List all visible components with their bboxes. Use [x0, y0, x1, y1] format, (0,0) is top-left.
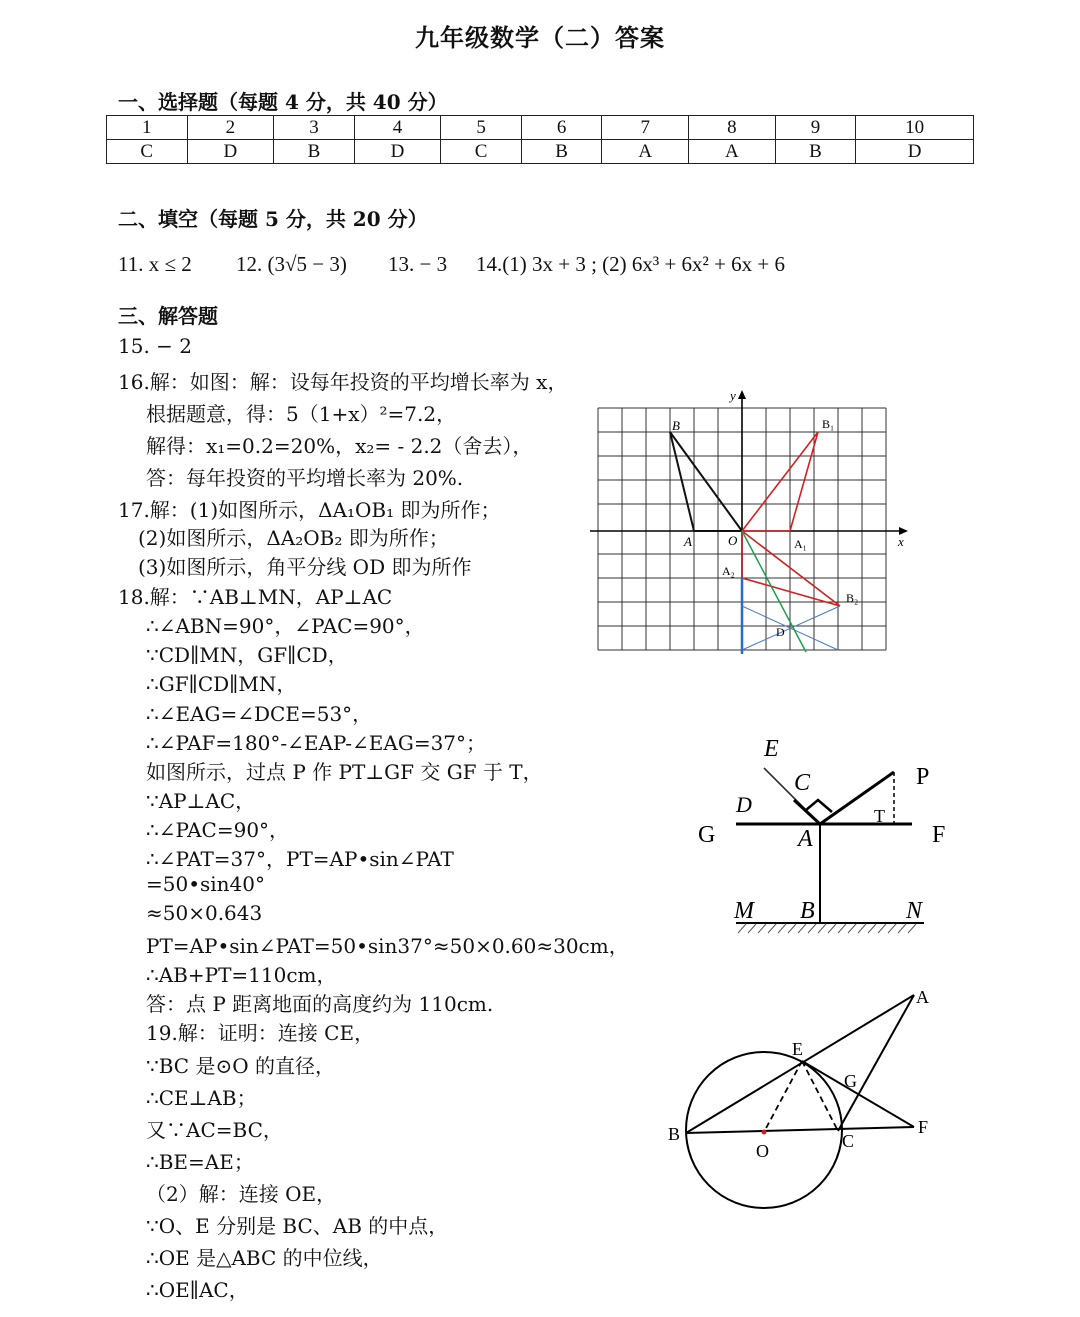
table-cell: 7: [602, 116, 689, 140]
table-cell: 5: [441, 116, 522, 140]
label-a2: A₂: [722, 564, 735, 578]
table-cell: D: [354, 140, 441, 164]
table-cell: 3: [274, 116, 355, 140]
label-c: C: [842, 1131, 855, 1151]
label-e: E: [792, 1039, 803, 1059]
label-b: B: [672, 418, 680, 433]
coordinate-grid-figure: [588, 388, 918, 658]
answer-line: ∴CE⊥AB；: [146, 1086, 257, 1110]
table-cell: 8: [689, 116, 776, 140]
label-b: B: [800, 898, 815, 924]
answer-line: ∴∠EAG=∠DCE=53°，: [146, 702, 373, 726]
label-o: O: [756, 1141, 769, 1161]
table-cell: 6: [521, 116, 602, 140]
label-c: C: [794, 770, 811, 796]
answer-line: ∴AB+PT=110cm，: [146, 963, 337, 987]
answer-line: ∴BE=AE；: [146, 1150, 254, 1174]
answer-line: 又∵AC=BC，: [146, 1118, 283, 1142]
y-axis-arrow-icon: [738, 390, 746, 399]
answer-line: ≈50×0.643: [146, 901, 263, 925]
label-d: D: [776, 625, 785, 639]
answer-line: ∵BC 是⊙O 的直径，: [146, 1054, 335, 1078]
label-e: E: [764, 736, 779, 762]
answer-line: 答：点 P 距离地面的高度约为 110cm.: [146, 992, 494, 1016]
table-cell: 9: [775, 116, 856, 140]
label-d: D: [736, 792, 752, 817]
answer-line: 答：每年投资的平均增长率为 20%.: [146, 466, 464, 490]
segment-ca: [838, 995, 914, 1131]
page-title: 九年级数学（二）答案: [415, 23, 665, 52]
geometry-figure-circle: [662, 985, 952, 1215]
center-point-o: [762, 1130, 767, 1135]
answer-line: ∴OE∥AC，: [146, 1278, 249, 1302]
table-cell: A: [689, 140, 776, 164]
label-a: A: [684, 534, 692, 549]
table-row-numbers: [107, 116, 974, 140]
table-cell: 10: [856, 116, 974, 140]
table-row-answers: [107, 140, 974, 164]
label-g: G: [698, 822, 716, 848]
label-g: G: [844, 1071, 857, 1091]
label-b2: B₂: [846, 591, 859, 605]
answer-line: ∴∠PAT=37°，PT=AP•sin∠PAT: [146, 847, 454, 871]
answer-line: 16.解：如图：解：设每年投资的平均增长率为 x，: [118, 370, 568, 394]
answer-line: ∵O、E 分别是 BC、AB 的中点，: [146, 1214, 449, 1238]
label-a1: A₁: [794, 537, 807, 551]
section-fill-heading: 二、填空（每题 5 分，共 20 分）: [118, 207, 428, 231]
label-t: T: [874, 806, 885, 826]
geometry-figure-pole: [688, 728, 968, 943]
segment-ef: [802, 1061, 914, 1127]
label-o: O: [728, 533, 738, 548]
table-cell: A: [602, 140, 689, 164]
fill-answer-13: 13. − 3: [388, 252, 448, 276]
answer-line: ∴GF∥CD∥MN，: [146, 672, 297, 696]
label-n: N: [906, 898, 923, 924]
section-choice-heading: 一、选择题（每题 4 分，共 40 分）: [118, 90, 448, 114]
label-x: x: [898, 534, 904, 549]
table-cell: D: [187, 140, 274, 164]
table-cell: B: [274, 140, 355, 164]
answer-line: （2）解：连接 OE，: [146, 1182, 337, 1206]
answer-line: ∵AP⊥AC，: [146, 789, 256, 813]
ground-hatching: [738, 924, 916, 933]
answer-line: 如图所示，过点 P 作 PT⊥GF 交 GF 于 T，: [146, 760, 543, 784]
answer-line: ∴OE 是△ABC 的中位线，: [146, 1246, 383, 1270]
answer-line: (3)如图所示，角平分线 OD 即为所作: [138, 555, 472, 579]
label-a: A: [916, 987, 929, 1007]
fill-answer-11: 11. x ≤ 2: [118, 252, 192, 276]
table-cell: C: [107, 140, 188, 164]
fill-answer-12: 12. (3√5 − 3): [236, 252, 347, 276]
answer-line: 根据题意，得：5（1+x）²=7.2，: [146, 402, 457, 426]
label-b: B: [668, 1124, 681, 1144]
label-a: A: [798, 826, 813, 852]
answer-line: 15. − 2: [118, 334, 193, 358]
table-cell: B: [775, 140, 856, 164]
answer-line: ∵CD∥MN，GF∥CD，: [146, 643, 348, 667]
table-cell: 4: [354, 116, 441, 140]
label-m: M: [734, 898, 754, 924]
answer-line: 19.解：证明：连接 CE，: [146, 1021, 375, 1045]
right-angle-mark: [806, 800, 832, 812]
answer-line: (2)如图所示，ΔA₂OB₂ 即为所作；: [138, 526, 449, 550]
answer-line: PT=AP•sin∠PAT=50•sin37°≈50×0.60≈30cm，: [146, 934, 629, 958]
answer-line: 解得：x₁=0.2=20%，x₂= - 2.2（舍去），: [146, 434, 533, 458]
section-solution-heading: 三、解答题: [118, 304, 218, 328]
table-cell: C: [441, 140, 522, 164]
label-b1: B₁: [822, 417, 835, 431]
answer-line: =50•sin40°: [146, 872, 265, 896]
label-f: F: [918, 1117, 929, 1137]
answer-line: ∴∠PAF=180°-∠EAP-∠EAG=37°；: [146, 731, 487, 755]
label-y: y: [730, 388, 736, 403]
answer-line: ∴∠PAC=90°，: [146, 818, 290, 842]
answer-line: 18.解：∵AB⊥MN，AP⊥AC: [118, 585, 393, 609]
segment-oe: [764, 1061, 802, 1132]
answer-line: 17.解：(1)如图所示，ΔA₁OB₁ 即为所作；: [118, 498, 501, 522]
triangle-aob: [670, 432, 742, 531]
table-cell: D: [856, 140, 974, 164]
label-p: P: [916, 764, 930, 790]
fill-answer-14: 14.(1) 3x + 3 ; (2) 6x³ + 6x² + 6x + 6: [476, 252, 786, 276]
answer-line: ∴∠ABN=90°，∠PAC=90°，: [146, 614, 425, 638]
triangle-a2ob2: [742, 531, 840, 606]
segment-bf: [686, 1127, 914, 1133]
segment-ac: [794, 800, 820, 824]
table-cell: B: [521, 140, 602, 164]
choice-answer-table: [106, 115, 974, 164]
table-cell: 1: [107, 116, 188, 140]
table-cell: 2: [187, 116, 274, 140]
triangle-a1ob1: [742, 432, 818, 531]
label-f: F: [932, 822, 946, 848]
